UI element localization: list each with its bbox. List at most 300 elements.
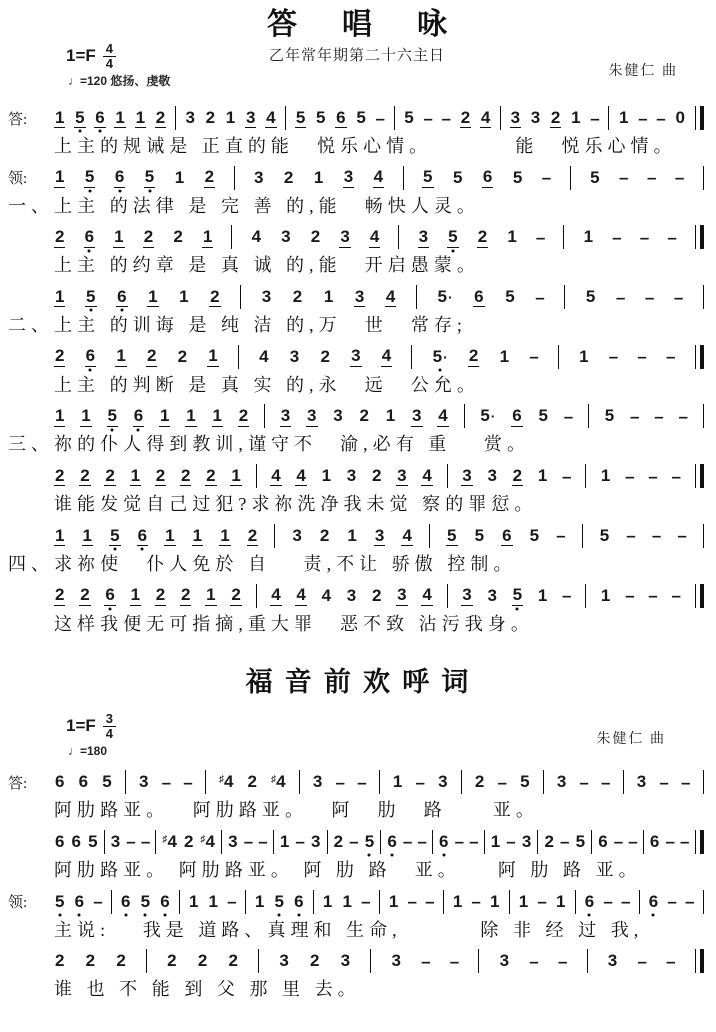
barline xyxy=(461,770,462,794)
duration-dash: – xyxy=(613,832,624,852)
music-line xyxy=(8,462,706,515)
notes-row xyxy=(8,522,706,550)
notes-sequence xyxy=(54,166,706,190)
note-value: 5 xyxy=(55,891,65,911)
note-value: 4 xyxy=(259,346,269,366)
note xyxy=(180,585,191,606)
note-value: 2 xyxy=(80,585,90,605)
note-value: 3 xyxy=(412,406,422,426)
note xyxy=(172,227,183,247)
note xyxy=(575,832,586,852)
final-barline xyxy=(695,225,704,249)
note xyxy=(521,832,532,852)
duration-dash: – xyxy=(601,772,611,792)
note-value: 5 xyxy=(575,831,586,851)
note xyxy=(480,108,491,129)
duration-dash: – xyxy=(258,832,268,852)
notes-row xyxy=(8,462,706,490)
note xyxy=(218,772,234,792)
duration-dash: – xyxy=(557,951,568,971)
duration-dash: – xyxy=(529,347,539,367)
note-value: 5 xyxy=(604,406,615,426)
note xyxy=(421,466,432,487)
note xyxy=(94,108,105,129)
barline xyxy=(703,770,704,794)
duration-dash: – xyxy=(625,466,635,486)
note-value: 2 xyxy=(180,465,191,485)
note xyxy=(537,406,548,426)
augmentation-dot: · xyxy=(490,408,496,425)
song-section-gospel-acclamation xyxy=(8,668,706,1000)
note xyxy=(138,772,149,792)
note-value: 1 xyxy=(323,287,334,307)
barline xyxy=(588,404,589,428)
music-lines-container xyxy=(8,104,706,634)
note xyxy=(392,772,403,792)
note-value: 3 xyxy=(138,772,149,792)
note-value: 3 xyxy=(340,951,351,971)
notes-row xyxy=(8,402,706,430)
note-value: 1 xyxy=(174,167,185,187)
low-octave-dot xyxy=(144,913,147,916)
barline xyxy=(234,166,235,190)
duration-dash: – xyxy=(449,951,460,971)
note xyxy=(197,951,208,971)
note-value: 1 xyxy=(619,108,629,127)
barline xyxy=(299,770,300,794)
note-value: 2 xyxy=(320,346,330,366)
note xyxy=(85,346,96,367)
note-value: 3 xyxy=(556,772,567,792)
note xyxy=(446,526,457,547)
note-value: 1 xyxy=(392,772,403,792)
note xyxy=(155,466,166,487)
barline xyxy=(398,225,399,249)
low-octave-dot xyxy=(78,130,81,133)
time-numerator: 3 xyxy=(103,712,116,727)
duration-dash: – xyxy=(497,772,507,792)
note-value: 3 xyxy=(292,525,302,545)
duration-dash: – xyxy=(681,772,691,792)
voice-label: 答: xyxy=(8,111,28,128)
note-value: 2 xyxy=(55,346,65,366)
note xyxy=(207,346,218,367)
note-value: 1 xyxy=(583,227,594,247)
note-value: 2 xyxy=(105,465,115,485)
duration-dash: – xyxy=(407,892,417,912)
sharp-sign: ♯ xyxy=(218,774,224,786)
note xyxy=(115,951,126,971)
low-octave-dot xyxy=(120,309,123,312)
time-signature xyxy=(103,42,116,70)
duration-dash: – xyxy=(349,832,359,852)
low-octave-dot xyxy=(451,249,454,252)
note xyxy=(309,951,320,971)
note-value: 2 xyxy=(512,465,523,485)
note-value: 6 xyxy=(137,525,148,545)
note-value: 1 xyxy=(279,831,290,851)
note xyxy=(550,108,561,129)
note-value: 2 xyxy=(468,346,479,366)
note xyxy=(109,526,120,547)
note-value: 2 xyxy=(146,346,157,366)
barline xyxy=(256,584,257,608)
note-value: 5 xyxy=(356,108,366,127)
note xyxy=(461,466,472,487)
note xyxy=(482,167,493,188)
note-value: 2 xyxy=(247,525,258,545)
barline xyxy=(585,584,586,608)
note xyxy=(474,526,485,546)
notes-row xyxy=(8,947,706,975)
note-value: 2 xyxy=(80,465,90,485)
note xyxy=(589,168,600,188)
duration-dash: – xyxy=(620,892,631,912)
note-value: 6 xyxy=(649,831,660,851)
note xyxy=(512,168,523,188)
note xyxy=(155,108,166,129)
notes-row xyxy=(8,283,706,311)
note xyxy=(110,832,121,852)
note xyxy=(474,772,485,792)
duration-dash: – xyxy=(667,227,677,247)
note-value: 2 xyxy=(333,831,344,851)
note xyxy=(604,406,615,426)
note-value: 5 xyxy=(316,108,326,127)
low-octave-dot xyxy=(58,913,61,916)
note-value: 1 xyxy=(231,465,241,485)
note-value: 1 xyxy=(385,406,396,426)
note xyxy=(78,772,89,792)
duration-dash: – xyxy=(535,287,545,307)
note-value: 3 xyxy=(521,831,532,851)
note xyxy=(54,466,65,487)
note xyxy=(219,526,230,547)
duration-dash: – xyxy=(421,951,431,971)
note xyxy=(107,406,118,427)
lyrics-line: 谁 也 不 能 到 父 那 里 去。 xyxy=(54,979,361,1000)
note-value: 2 xyxy=(319,525,330,545)
note xyxy=(570,108,581,128)
duration-dash: – xyxy=(656,108,666,128)
music-line xyxy=(8,164,706,217)
note-value: 2 xyxy=(204,167,215,187)
lyrics-line: 阿肋路亚。 阿肋路亚。 阿 肋 路 亚。 阿 肋 路 亚。 xyxy=(54,859,642,880)
song-header xyxy=(8,8,706,100)
note-value: 3 xyxy=(280,406,291,426)
note xyxy=(155,585,166,606)
note xyxy=(245,108,256,129)
duration-dash: – xyxy=(579,772,589,792)
barline xyxy=(447,584,448,608)
note xyxy=(332,406,343,426)
barline xyxy=(125,770,126,794)
note xyxy=(385,287,396,308)
note xyxy=(185,108,196,128)
note-value: 5 xyxy=(140,891,151,911)
note-value: 1 xyxy=(206,585,216,605)
note xyxy=(209,287,220,308)
note-value: 2 xyxy=(310,227,321,247)
note xyxy=(490,832,501,852)
note-value: 2 xyxy=(550,107,561,127)
note-value: 3 xyxy=(510,107,521,127)
note xyxy=(350,346,361,367)
note-value: 4 xyxy=(422,585,432,605)
note-value: 1 xyxy=(165,525,175,545)
note xyxy=(437,406,448,427)
barline xyxy=(484,830,485,854)
music-line xyxy=(8,768,706,821)
note xyxy=(341,892,352,912)
note-value: 5 xyxy=(585,287,596,307)
lyrics-line: 这样我便无可指摘,重大罪 恶不致 沾污我身。 xyxy=(54,613,534,634)
note-value: 2 xyxy=(460,107,471,127)
note-value: 4 xyxy=(321,585,332,605)
note-value: 3 xyxy=(374,525,385,545)
music-lines-container xyxy=(8,768,706,1000)
duration-dash: – xyxy=(357,772,367,792)
note-value: 6 xyxy=(482,167,493,187)
note-value: 5 xyxy=(448,227,458,247)
note xyxy=(82,526,93,547)
note-value: 5 xyxy=(529,525,540,545)
low-octave-dot xyxy=(442,853,445,856)
low-octave-dot xyxy=(111,428,114,431)
sharp-sign: ♯ xyxy=(271,774,277,786)
note-value: 6 xyxy=(387,831,397,851)
note xyxy=(54,951,65,971)
note-value: 3 xyxy=(333,406,343,426)
note xyxy=(143,227,154,248)
final-barline xyxy=(695,464,704,488)
note-value: 4 xyxy=(271,465,281,485)
note xyxy=(274,892,285,912)
barline xyxy=(179,890,180,914)
note xyxy=(371,466,382,486)
note-value: 2 xyxy=(283,167,294,187)
note-value: 3 xyxy=(245,107,256,127)
lyrics-line: 上主 的判断 是 真 实 的,永 远 公允。 xyxy=(54,374,480,395)
note xyxy=(115,346,126,367)
note xyxy=(512,585,523,606)
barline xyxy=(582,524,583,548)
note xyxy=(607,951,618,971)
note-value: 6 xyxy=(55,831,65,851)
note xyxy=(120,892,131,912)
note xyxy=(183,832,194,852)
music-line xyxy=(8,283,706,336)
note-value: 5 xyxy=(520,772,530,792)
duration-dash: – xyxy=(469,832,479,852)
note xyxy=(321,586,332,606)
barline xyxy=(432,830,433,854)
note-value: 5 xyxy=(447,525,457,545)
note xyxy=(519,772,530,792)
final-barline xyxy=(695,345,704,369)
note xyxy=(292,287,303,307)
note xyxy=(364,832,375,852)
note-value: ♯4 xyxy=(271,772,286,792)
note-value: 6 xyxy=(84,227,95,247)
note xyxy=(291,526,302,546)
low-octave-dot xyxy=(516,607,519,610)
note-value: 4 xyxy=(480,107,491,127)
note-value: 1 xyxy=(55,286,65,306)
note xyxy=(432,347,449,367)
barline xyxy=(623,770,624,794)
note xyxy=(104,466,115,487)
note-value: 6 xyxy=(95,107,105,127)
note-value: 2 xyxy=(231,585,241,605)
duration-dash: – xyxy=(243,832,254,852)
note-value: 5· xyxy=(437,287,453,307)
duration-dash: – xyxy=(423,108,433,128)
note-value: 1 xyxy=(55,406,65,426)
note xyxy=(339,227,350,248)
note xyxy=(479,406,496,426)
note xyxy=(71,832,82,852)
final-barline xyxy=(695,830,704,854)
note-value: 2 xyxy=(173,227,183,247)
note-value: 1 xyxy=(537,585,548,605)
note-value: 2 xyxy=(238,406,249,426)
duration-dash: – xyxy=(441,108,452,128)
note-value: 2 xyxy=(55,227,65,247)
note-value: 5 xyxy=(274,891,284,911)
note xyxy=(279,832,290,852)
barline xyxy=(411,345,412,369)
note xyxy=(323,287,334,307)
duration-dash: – xyxy=(590,108,600,128)
note xyxy=(166,951,177,971)
notes-row xyxy=(8,343,706,371)
note xyxy=(180,466,191,487)
note-value: 6 xyxy=(117,286,127,306)
note-value: 5 xyxy=(88,831,98,851)
note xyxy=(486,466,497,486)
note-value: 2 xyxy=(228,951,238,971)
lyrics-line: 谁能发觉自己过犯?求祢洗净我未觉 察的罪愆。 xyxy=(54,494,538,515)
note xyxy=(583,227,594,247)
song-subtitle: 乙年常年期第二十六主日 xyxy=(268,48,445,64)
duration-dash: – xyxy=(637,347,647,367)
note xyxy=(390,951,401,971)
barline xyxy=(587,949,588,973)
note-value: 3 xyxy=(346,585,357,605)
barline xyxy=(370,949,371,973)
low-octave-dot xyxy=(278,913,281,916)
note xyxy=(346,526,357,546)
note xyxy=(227,832,238,852)
augmentation-dot: · xyxy=(447,289,453,306)
barline xyxy=(703,166,704,190)
low-octave-dot xyxy=(439,368,442,371)
barline xyxy=(245,890,246,914)
note xyxy=(359,406,370,426)
note xyxy=(247,526,258,547)
barline xyxy=(563,225,564,249)
note xyxy=(578,347,589,367)
note-value: 6 xyxy=(78,772,89,792)
time-numerator: 4 xyxy=(103,42,116,57)
note-value: 3 xyxy=(438,772,448,792)
note xyxy=(321,466,332,486)
note xyxy=(205,585,216,606)
note-value: 2 xyxy=(155,107,166,127)
note xyxy=(146,346,157,367)
note-value: 4 xyxy=(422,465,432,485)
note-value: 3 xyxy=(289,346,300,366)
composer-credit: 朱健仁 曲 xyxy=(596,732,666,748)
notes-sequence xyxy=(54,524,706,548)
note-value: 5 xyxy=(364,831,375,851)
note xyxy=(477,227,488,248)
notes-sequence xyxy=(54,949,706,973)
note-value: 2 xyxy=(155,585,166,605)
notes-sequence xyxy=(54,890,706,914)
note xyxy=(289,347,300,367)
note-value: 1 xyxy=(518,891,529,911)
tempo-marking: ♩=180 xyxy=(68,744,108,759)
note xyxy=(319,347,330,367)
duration-dash: – xyxy=(648,586,658,605)
low-octave-dot xyxy=(99,130,102,133)
note xyxy=(188,892,199,912)
duration-dash: – xyxy=(666,951,676,971)
note-value: 5 xyxy=(423,167,433,187)
note xyxy=(648,892,659,912)
low-octave-dot xyxy=(368,853,371,856)
note xyxy=(204,167,215,188)
note xyxy=(447,227,458,248)
duration-dash: – xyxy=(454,832,465,852)
note xyxy=(373,167,384,188)
note xyxy=(130,585,141,606)
note-value: 3 xyxy=(281,227,291,247)
note xyxy=(501,526,512,547)
note-value: 5 xyxy=(75,107,85,127)
note xyxy=(381,346,392,367)
note xyxy=(54,346,65,367)
barline xyxy=(264,404,265,428)
duration-dash: – xyxy=(335,772,345,792)
note xyxy=(159,892,170,912)
note-value: 3 xyxy=(185,108,195,127)
note-value: 3 xyxy=(253,167,264,187)
barline xyxy=(313,890,314,914)
note-value: 5 xyxy=(295,107,306,127)
note-value: 2 xyxy=(205,108,216,127)
note-value: 5 xyxy=(84,167,95,187)
note xyxy=(161,832,177,852)
note-value: 5 xyxy=(144,167,155,187)
barline xyxy=(585,464,586,488)
notes-sequence xyxy=(54,830,706,854)
note xyxy=(355,108,366,128)
note xyxy=(84,167,95,188)
duration-dash: – xyxy=(638,108,648,128)
note xyxy=(84,227,95,248)
barline xyxy=(509,890,510,914)
barline xyxy=(379,890,380,914)
note xyxy=(74,892,85,912)
note xyxy=(529,526,540,546)
note-value: 2 xyxy=(544,831,554,851)
note xyxy=(54,167,65,188)
duration-dash: – xyxy=(637,951,647,971)
note xyxy=(104,585,115,606)
